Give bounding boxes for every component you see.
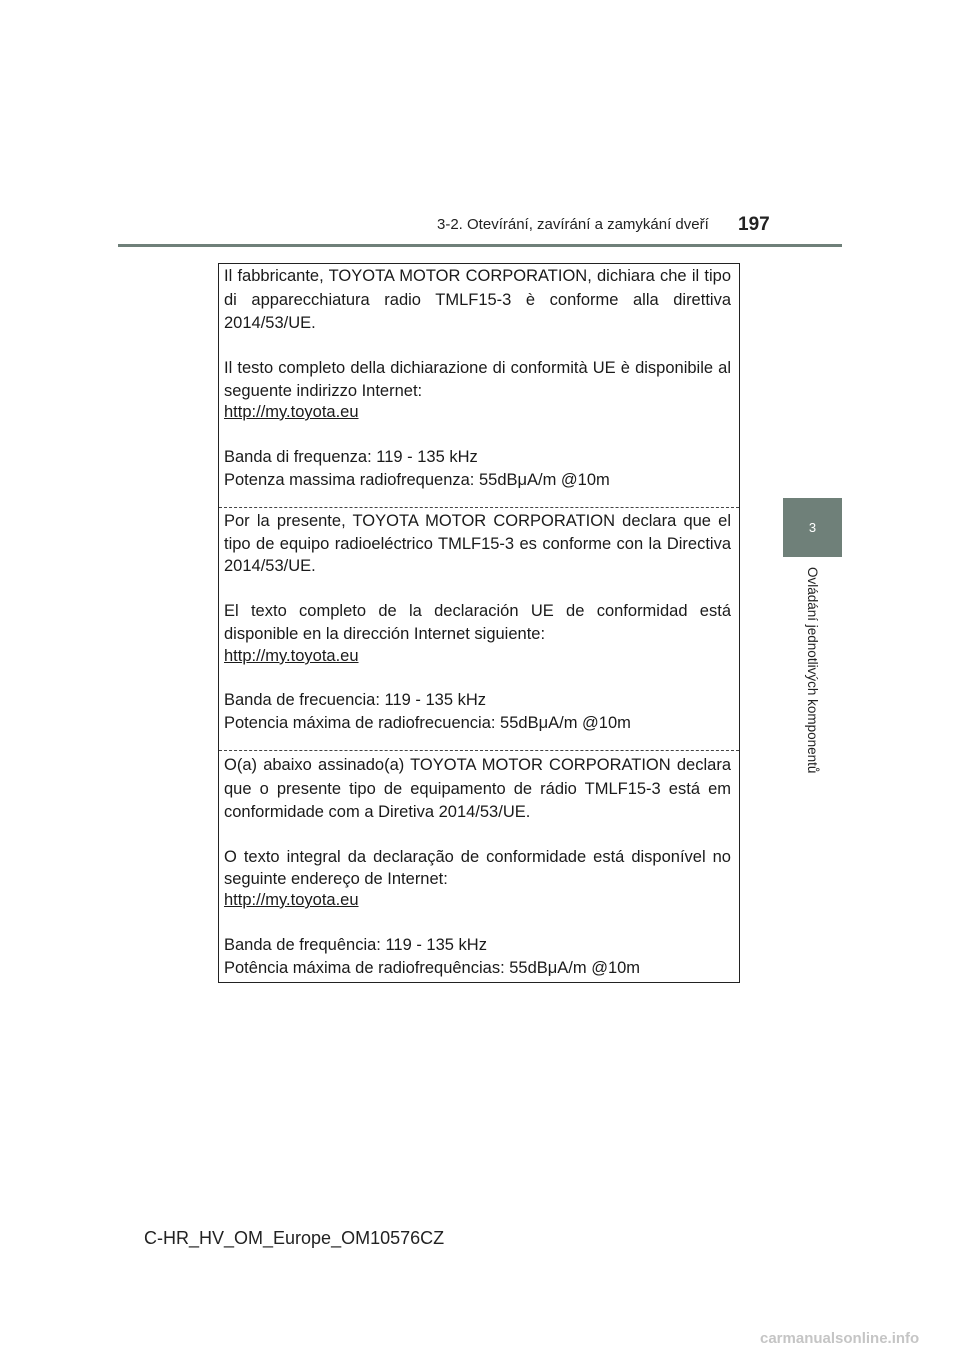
text-line: tipo de equipo radioeléctrico TMLF15-3 es conforme con la Directiva (224, 535, 731, 553)
chapter-title: Ovládání jednotlivých komponentů (805, 567, 820, 774)
text-line: 2014/53/UE. (224, 314, 316, 332)
text-line: Il fabbricante, TOYOTA MOTOR CORPORATION, dichiara che il tipo (224, 267, 731, 285)
max-power: Potência máxima de radiofrequências: 55dBμA/m @10m (224, 959, 641, 977)
frequency-band: Banda de frequência: 119 - 135 kHz (224, 936, 487, 954)
text-line: conformidade com a Diretiva 2014/53/UE. (224, 803, 531, 821)
text-line: Il testo completo della dichiarazione di conformità UE è disponibile al (224, 359, 731, 377)
text-line: seguinte endereço de Internet: (224, 870, 448, 888)
text-line: di apparecchiatura radio TMLF15-3 è conforme alla direttiva (224, 291, 731, 309)
document-id: C-HR_HV_OM_Europe_OM10576CZ (144, 1228, 445, 1248)
header-rule (118, 244, 842, 247)
website-link[interactable]: http://my.toyota.eu (224, 647, 359, 665)
text-line: O(a) abaixo assinado(a) TOYOTA MOTOR CORPORATION declara (224, 756, 731, 774)
max-power: Potenza massima radiofrequenza: 55dBμA/m @10m (224, 471, 610, 489)
text-line: O texto integral da declaração de conformidade está disponível no (224, 848, 731, 866)
website-link[interactable]: http://my.toyota.eu (224, 403, 359, 421)
text-line: que o presente tipo de equipamento de rádio TMLF15-3 está em (224, 780, 731, 798)
chapter-tab (783, 498, 842, 557)
declaration-portuguese (219, 750, 739, 983)
text-line: 2014/53/UE. (224, 557, 316, 575)
max-power: Potencia máxima de radiofrecuencia: 55dBμA/m @10m (224, 714, 631, 732)
declaration-italian (219, 264, 739, 507)
text-line: seguente indirizzo Internet: (224, 382, 423, 400)
frequency-band: Banda de frecuencia: 119 - 135 kHz (224, 691, 487, 709)
website-link[interactable]: http://my.toyota.eu (224, 891, 359, 909)
text-line: disponible en la dirección Internet siguiente: (224, 625, 546, 643)
declaration-box (218, 263, 740, 983)
chapter-number: 3 (808, 520, 817, 535)
watermark: carmanualsonline.info (760, 1330, 920, 1347)
text-line: Por la presente, TOYOTA MOTOR CORPORATION declara que el (224, 512, 731, 530)
section-title: 3-2. Otevírání, zavírání a zamykání dveří (437, 216, 709, 233)
frequency-band: Banda di frequenza: 119 - 135 kHz (224, 448, 478, 466)
declaration-spanish (219, 507, 739, 751)
text-line: El texto completo de la declaración UE de conformidad está (224, 602, 731, 620)
page-number: 197 (738, 214, 770, 235)
